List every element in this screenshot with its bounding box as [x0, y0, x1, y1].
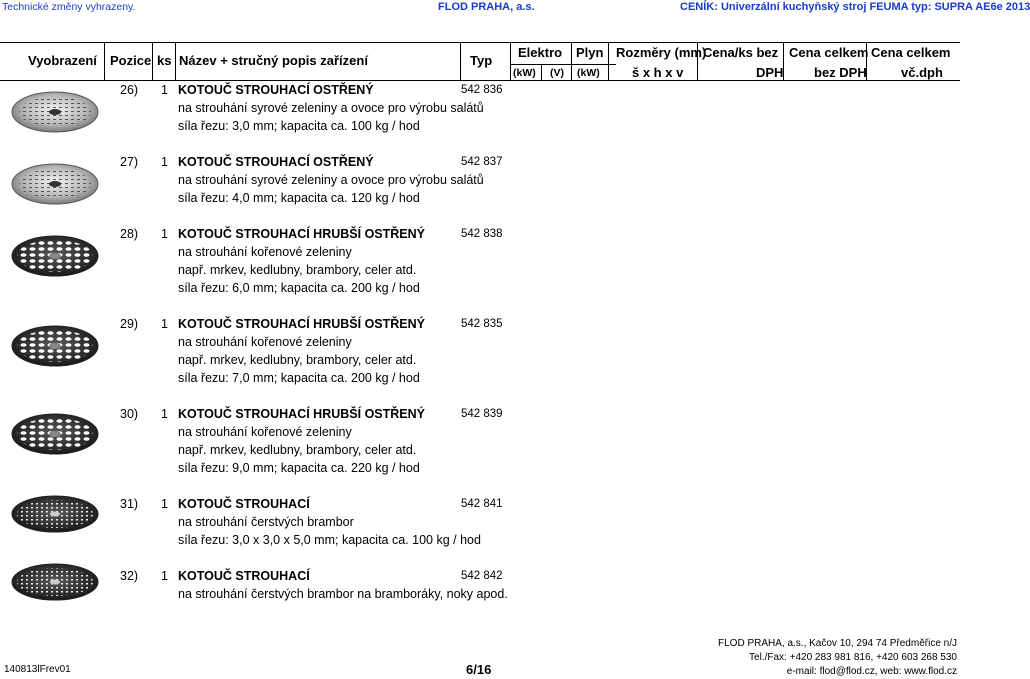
item-title: KOTOUČ STROUHACÍ HRUBŠÍ OSTŘENÝ	[178, 407, 426, 421]
item-qty: 1	[161, 155, 168, 169]
col-plyn-kw: (kW)	[577, 67, 600, 79]
col-cena-celkem-bez: Cena celkem	[789, 45, 869, 60]
item-code: 542 836	[461, 84, 503, 96]
col-vyobrazeni: Vyobrazení	[28, 53, 97, 68]
item-position: 27)	[120, 155, 139, 169]
document-id: 140813lFrev01	[4, 664, 71, 675]
grater-disc-coarse-icon	[10, 324, 100, 368]
item-position: 29)	[120, 317, 139, 331]
item-desc: na strouhání čerstvých brambor	[178, 515, 354, 529]
item-desc: např. mrkev, kedlubny, brambory, celer atd.	[178, 263, 417, 277]
grater-disc-coarse-icon	[10, 412, 100, 456]
col-ks: ks	[157, 53, 172, 68]
company-contact	[718, 637, 957, 679]
item-desc: síla řezu: 3,0 mm; kapacita ca. 100 kg / hod	[178, 119, 420, 133]
item-desc: např. mrkev, kedlubny, brambory, celer atd.	[178, 443, 417, 457]
company-name: FLOD PRAHA, a.s.	[438, 1, 535, 13]
item-desc: na strouhání čerstvých brambor na bramboráky, noky apod.	[178, 587, 508, 601]
col-typ: Typ	[470, 53, 493, 68]
top-bar	[0, 0, 1030, 14]
item-code: 542 838	[461, 228, 503, 240]
item-qty: 1	[161, 317, 168, 331]
item-code: 542 839	[461, 408, 503, 420]
col-rozmery-sub: š x h x v	[632, 65, 684, 80]
item-desc: síla řezu: 4,0 mm; kapacita ca. 120 kg / hod	[178, 191, 420, 205]
item-title: KOTOUČ STROUHACÍ OSTŘENÝ	[178, 83, 374, 97]
company-email-web: e-mail: flod@flod.cz, web: www.flod.cz	[786, 666, 957, 677]
item-code: 542 835	[461, 318, 503, 330]
item-position: 32)	[120, 569, 139, 583]
disclaimer: Technické změny vyhrazeny.	[2, 1, 136, 13]
item-desc: na strouhání kořenové zeleniny	[178, 425, 352, 439]
item-position: 28)	[120, 227, 139, 241]
item-title: KOTOUČ STROUHACÍ HRUBŠÍ OSTŘENÝ	[178, 227, 426, 241]
page-number: 6/16	[466, 662, 492, 677]
col-rozmery: Rozměry (mm)	[616, 45, 707, 60]
item-title: KOTOUČ STROUHACÍ HRUBŠÍ OSTŘENÝ	[178, 317, 426, 331]
item-qty: 1	[161, 569, 168, 583]
item-desc: na strouhání kořenové zeleniny	[178, 335, 352, 349]
item-desc: na strouhání syrové zeleniny a ovoce pro výrobu salátů	[178, 173, 484, 187]
grater-disc-potato-icon	[10, 562, 100, 602]
item-position: 30)	[120, 407, 139, 421]
col-cena-celkem-vc-dph: vč.dph	[901, 65, 943, 80]
pricelist-title: CENÍK: Univerzální kuchyňský stroj FEUMA typ: SUPRA AE6e 2013	[680, 1, 1030, 13]
col-pozice: Pozice	[110, 53, 152, 68]
item-qty: 1	[161, 227, 168, 241]
item-desc: síla řezu: 9,0 mm; kapacita ca. 220 kg / hod	[178, 461, 420, 475]
item-position: 26)	[120, 83, 139, 97]
grater-disc-fine-icon	[10, 162, 100, 206]
item-qty: 1	[161, 497, 168, 511]
item-position: 31)	[120, 497, 139, 511]
col-cena-celkem-vc: Cena celkem	[871, 45, 951, 60]
col-elektro-kw: (kW)	[513, 67, 536, 79]
item-code: 542 842	[461, 570, 503, 582]
col-cena-ks: Cena/ks bez	[703, 45, 779, 60]
item-code: 542 841	[461, 498, 503, 510]
item-qty: 1	[161, 407, 168, 421]
item-desc: síla řezu: 3,0 x 3,0 x 5,0 mm; kapacita ca. 100 kg / hod	[178, 533, 481, 547]
col-cena-celkem-bez-dph: bez DPH	[814, 65, 867, 80]
item-title: KOTOUČ STROUHACÍ	[178, 569, 310, 583]
col-elektro: Elektro	[518, 45, 563, 60]
item-desc: na strouhání syrové zeleniny a ovoce pro výrobu salátů	[178, 101, 484, 115]
item-desc: na strouhání kořenové zeleniny	[178, 245, 352, 259]
company-address: FLOD PRAHA, a.s., Kačov 10, 294 74 Předměřice n/J	[718, 638, 957, 649]
item-title: KOTOUČ STROUHACÍ OSTŘENÝ	[178, 155, 374, 169]
col-plyn: Plyn	[576, 45, 604, 60]
col-nazev: Název + stručný popis zařízení	[179, 53, 368, 68]
table-header	[0, 42, 960, 80]
item-code: 542 837	[461, 156, 503, 168]
item-desc: síla řezu: 6,0 mm; kapacita ca. 200 kg / hod	[178, 281, 420, 295]
item-title: KOTOUČ STROUHACÍ	[178, 497, 310, 511]
col-cena-ks-dph: DPH	[756, 65, 784, 80]
item-desc: např. mrkev, kedlubny, brambory, celer atd.	[178, 353, 417, 367]
item-desc: síla řezu: 7,0 mm; kapacita ca. 200 kg / hod	[178, 371, 420, 385]
grater-disc-fine-icon	[10, 90, 100, 134]
grater-disc-coarse-icon	[10, 234, 100, 278]
company-phone: Tel./Fax: +420 283 981 816, +420 603 268 530	[749, 652, 957, 663]
col-elektro-v: (V)	[550, 67, 564, 79]
item-qty: 1	[161, 83, 168, 97]
grater-disc-potato-icon	[10, 494, 100, 534]
